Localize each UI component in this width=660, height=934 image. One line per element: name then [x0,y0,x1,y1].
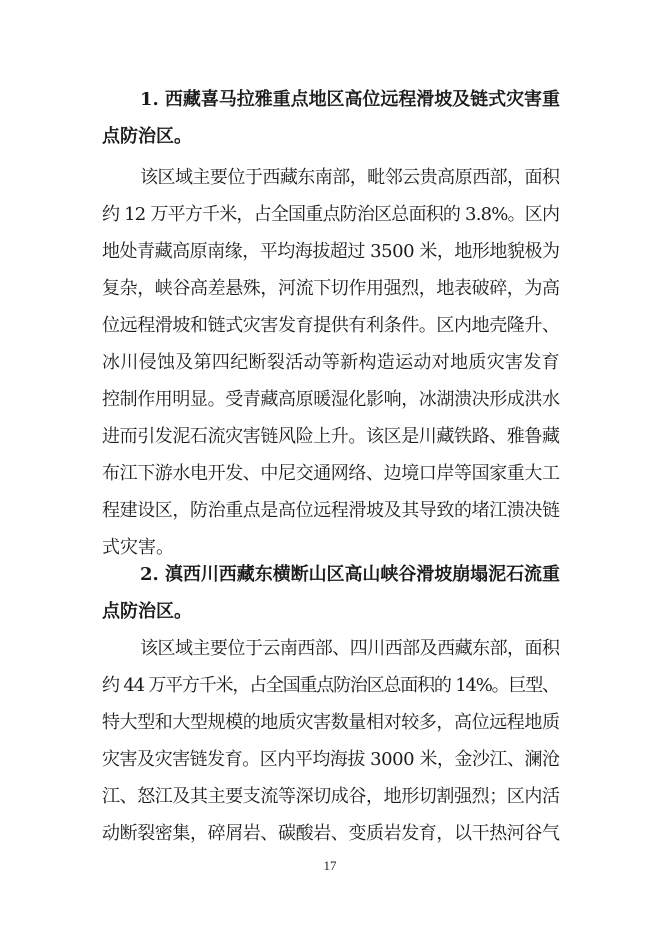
body-text: 冰川侵蚀及第四纪断裂活动等新构造运动对地质灾害发育 [102,352,560,373]
section-heading-line [0,595,660,629]
body-text: 位远程滑坡和链式灾害发育提供有利条件。区内地壳隆升、 [102,315,560,336]
section-heading-line [0,120,660,154]
body-text: 式灾害。 [102,537,174,558]
body-text: 该区域主要位于云南西部、四川西部及西藏东部，面积 [140,638,560,659]
heading-text: 点防治区。 [102,126,192,147]
paragraph-line [0,309,660,343]
paragraph-line [0,706,660,740]
paragraph-line [0,161,660,195]
body-text: 地处青藏高原南缘，平均海拔超过 3500 米，地形地貌极为 [102,241,560,262]
page-number: 17 [323,858,337,873]
body-text: 约 12 万平方千米，占全国重点防治区总面积的 3.8%。区内 [102,204,560,225]
paragraph-line [0,457,660,491]
body-text: 复杂，峡谷高差悬殊，河流下切作用强烈，地表破碎，为高 [102,278,560,299]
paragraph-line [0,198,660,232]
body-text: 约 44 万平方千米，占全国重点防治区总面积的 14%。巨型、 [102,675,559,696]
paragraph-line [0,272,660,306]
paragraph-line [0,383,660,417]
paragraph-line [0,235,660,269]
heading-text: 1. 西藏喜马拉雅重点地区高位远程滑坡及链式灾害重 [140,89,560,110]
body-text: 动断裂密集，碎屑岩、碳酸岩、变质岩发育，以干热河谷气 [102,823,560,844]
section-heading-line [0,83,660,117]
paragraph-line [0,743,660,777]
body-text: 程建设区，防治重点是高位远程滑坡及其导致的堵江溃决链 [102,500,560,521]
paragraph-line [0,494,660,528]
body-text: 控制作用明显。受青藏高原暖湿化影响，冰湖溃决形成洪水 [102,389,560,410]
section-heading-line [0,558,660,592]
body-text: 进而引发泥石流灾害链风险上升。该区是川藏铁路、雅鲁藏 [102,426,560,447]
heading-text: 2. 滇西川西藏东横断山区高山峡谷滑坡崩塌泥石流重 [140,564,560,585]
paragraph-line [0,632,660,666]
paragraph-line [0,420,660,454]
heading-text: 点防治区。 [102,601,192,622]
paragraph-line [0,669,660,703]
body-text: 特大型和大型规模的地质灾害数量相对较多，高位远程地质 [102,712,560,733]
paragraph-line [0,817,660,851]
paragraph-line [0,346,660,380]
body-text: 灾害及灾害链发育。区内平均海拔 3000 米，金沙江、澜沧 [102,749,560,770]
body-text: 该区域主要位于西藏东南部，毗邻云贵高原西部，面积 [140,167,560,188]
body-text: 江、怒江及其主要支流等深切成谷，地形切割强烈；区内活 [102,786,560,807]
body-text: 布江下游水电开发、中尼交通网络、边境口岸等国家重大工 [102,463,560,484]
paragraph-line [0,780,660,814]
